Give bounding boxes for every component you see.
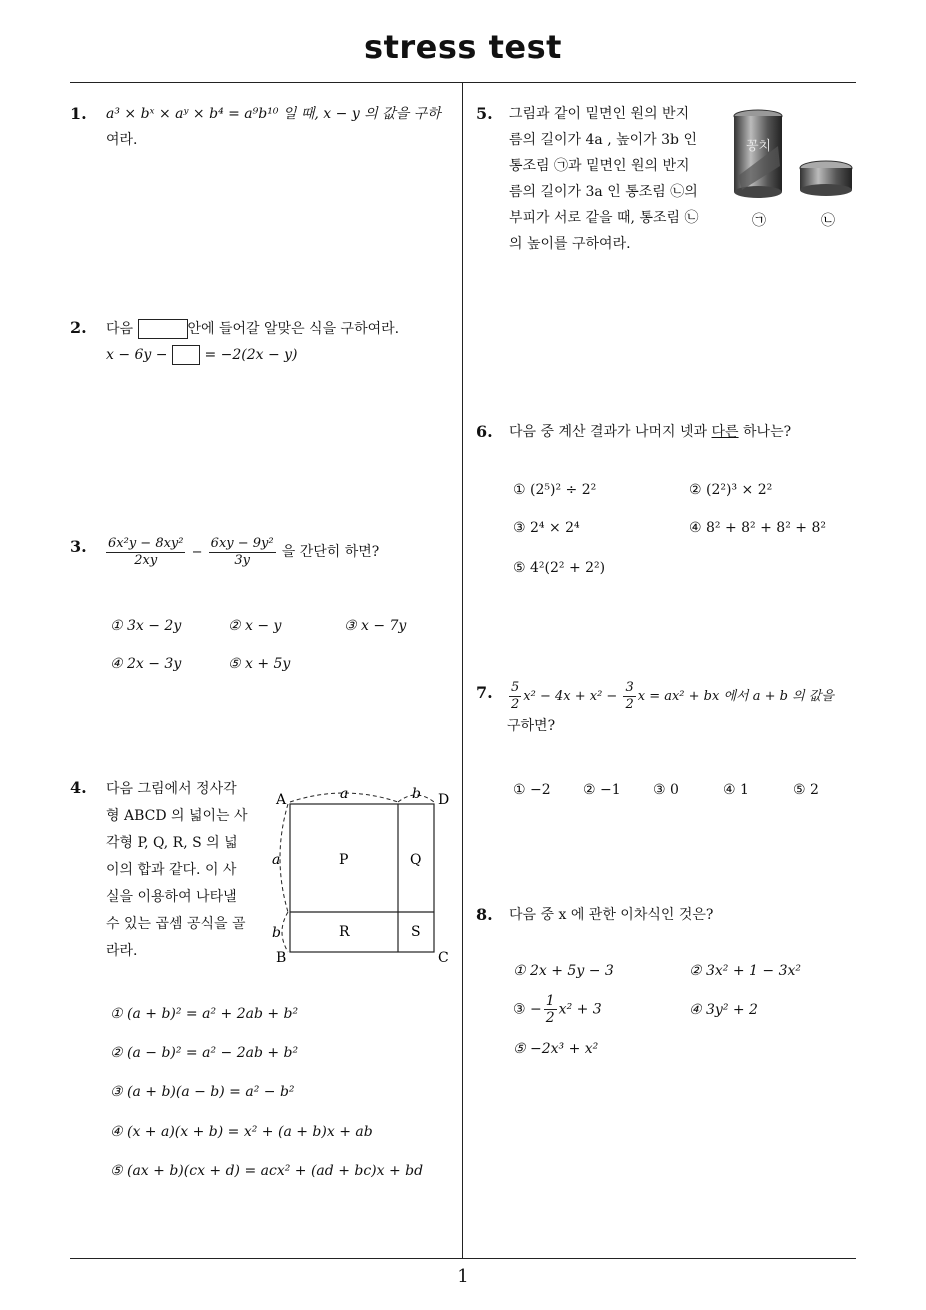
vertex-b-label: B	[276, 950, 287, 964]
equation-right: = −2(2x − y)	[204, 347, 298, 363]
fraction-numerator: 6xy − 9y²	[210, 536, 274, 551]
option-5[interactable]: ⑤ −2x³ + x²	[513, 1041, 599, 1057]
bottom-rule	[70, 1258, 856, 1259]
option-3[interactable]: ③ (a + b)(a − b) = a² − b²	[110, 1084, 295, 1100]
question-text: 라라.	[106, 943, 138, 959]
option-4[interactable]: ④ 2x − 3y	[110, 656, 182, 672]
fraction-numerator: 3	[625, 680, 634, 695]
region-s-label: S	[411, 924, 421, 940]
question-number: 4.	[70, 778, 87, 797]
option-3[interactable]: ③ x − 7y	[344, 618, 407, 634]
can-brand-text: 꽁치	[746, 139, 772, 154]
side-a-left-label: a	[272, 852, 281, 868]
option-1[interactable]: ① (2⁵)² ÷ 2²	[513, 482, 597, 498]
fraction-numerator: 1	[545, 993, 555, 1009]
fraction-denominator: 2	[625, 697, 634, 712]
option-5[interactable]: ⑤ x + 5y	[228, 656, 291, 672]
question-text: 이의 합과 같다. 이 사	[106, 862, 237, 878]
fraction-denominator: 2xy	[134, 553, 158, 568]
column-separator	[462, 83, 463, 1259]
region-r-label: R	[339, 924, 350, 940]
question-text: 다음 중 x 에 관한 이차식인 것은?	[509, 907, 714, 923]
region-q-label: Q	[410, 852, 422, 868]
minus-sign: −	[530, 1001, 542, 1018]
question-number: 2.	[70, 318, 87, 337]
question-text: a³ × bˣ × aʸ × b⁴ = a⁹b¹⁰ 일 때, x − y 의 값을 구하	[106, 106, 441, 122]
fraction-denominator: 2	[545, 1010, 555, 1026]
question-text: 형 ABCD 의 넓이는 사	[106, 808, 248, 824]
cans-image	[728, 106, 858, 236]
can-label-1: ㉠	[752, 213, 766, 229]
option-2[interactable]: ② −1	[583, 782, 621, 798]
option-1[interactable]: ① 2x + 5y − 3	[513, 963, 614, 979]
question-text: 름의 길이가 4a , 높이가 3b 인	[509, 132, 697, 148]
question-text: 수 있는 곱셈 공식을 골	[106, 916, 246, 932]
square-diagram	[268, 782, 458, 964]
question-text: 름의 길이가 3a 인 통조림 ㉡의	[509, 184, 698, 200]
option-2[interactable]: ② 3x² + 1 − 3x²	[689, 963, 801, 979]
equation-middle: x² − 4x + x² −	[523, 689, 618, 704]
option-4[interactable]: ④ (x + a)(x + b) = x² + (a + b)x + ab	[110, 1124, 373, 1140]
question-number: 7.	[476, 683, 493, 702]
question-text: 여라.	[106, 132, 138, 148]
option-3-marker: ③	[513, 1001, 526, 1018]
option-5[interactable]: ⑤ 4²(2² + 2²)	[513, 560, 606, 576]
option-1[interactable]: ① (a + b)² = a² + 2ab + b²	[110, 1006, 299, 1022]
option-3[interactable]: ③ 2⁴ × 2⁴	[513, 520, 580, 536]
question-text: 구하면?	[507, 718, 556, 734]
fraction-numerator: 6x²y − 8xy²	[108, 536, 184, 551]
question-number: 3.	[70, 537, 87, 556]
can-label-2: ㉡	[821, 213, 835, 229]
question-number: 6.	[476, 422, 493, 441]
option-4[interactable]: ④ 3y² + 2	[689, 1002, 758, 1018]
option-4[interactable]: ④ 1	[723, 782, 749, 798]
page-number: 1	[457, 1266, 469, 1287]
equation-left: x − 6y −	[106, 347, 168, 363]
question-text: 통조림 ㉠과 밑면인 원의 반지	[509, 158, 690, 174]
option-3[interactable]: ③ 0	[653, 782, 679, 798]
question-number: 5.	[476, 104, 493, 123]
question-number: 1.	[70, 104, 87, 123]
side-b-left-label: b	[272, 925, 281, 941]
short-can-icon	[800, 161, 852, 196]
question-text: 다음 그림에서 정사각	[106, 781, 237, 797]
question-text: 다음 중 계산 결과가 나머지 넷과	[509, 424, 712, 440]
question-text: 그림과 같이 밑면인 원의 반지	[509, 106, 690, 122]
option-2[interactable]: ② (a − b)² = a² − 2ab + b²	[110, 1045, 299, 1061]
tall-can-icon	[734, 110, 782, 198]
fraction-denominator: 2	[511, 697, 520, 712]
option-1[interactable]: ① −2	[513, 782, 551, 798]
question-text: 각형 P, Q, R, S 의 넓	[106, 835, 238, 851]
question-text: 안에 들어갈 알맞은 식을 구하여라.	[187, 321, 400, 337]
option-3[interactable]	[513, 993, 602, 1026]
question-text: 실을 이용하여 나타낼	[106, 889, 237, 905]
option-3-tail: x² + 3	[558, 1001, 602, 1018]
question-text: 하나는?	[738, 424, 792, 440]
page-title: stress test	[364, 28, 562, 66]
vertex-d-label: D	[438, 792, 450, 808]
side-a-top-label: a	[340, 786, 349, 802]
vertex-a-label: A	[276, 792, 287, 808]
option-1[interactable]: ① 3x − 2y	[110, 618, 182, 634]
fraction-numerator: 5	[511, 680, 520, 695]
question-number: 8.	[476, 905, 493, 924]
question-text: 의 높이를 구하여라.	[509, 236, 631, 252]
question-text: 부피가 서로 같을 때, 통조림 ㉡	[509, 210, 699, 226]
fraction-denominator: 3y	[234, 553, 250, 568]
option-2[interactable]: ② (2²)³ × 2²	[689, 482, 773, 498]
option-5[interactable]: ⑤ (ax + b)(cx + d) = acx² + (ad + bc)x + bd	[110, 1163, 424, 1179]
question-text-underlined: 다른	[711, 424, 739, 440]
option-2[interactable]: ② x − y	[228, 618, 282, 634]
region-p-label: P	[339, 852, 349, 868]
vertex-c-label: C	[438, 950, 449, 964]
option-5[interactable]: ⑤ 2	[793, 782, 819, 798]
question-text: 다음	[106, 321, 134, 337]
answer-blank-box	[138, 319, 188, 339]
minus-sign: −	[191, 545, 203, 560]
equation-tail: x = ax² + bx 에서 a + b 의 값을	[637, 689, 834, 704]
question-text: 을 간단히 하면?	[281, 544, 380, 560]
side-b-top-label: b	[412, 786, 421, 802]
top-rule	[70, 82, 856, 83]
answer-blank-box-small	[172, 345, 200, 365]
option-4[interactable]: ④ 8² + 8² + 8² + 8²	[689, 520, 826, 536]
